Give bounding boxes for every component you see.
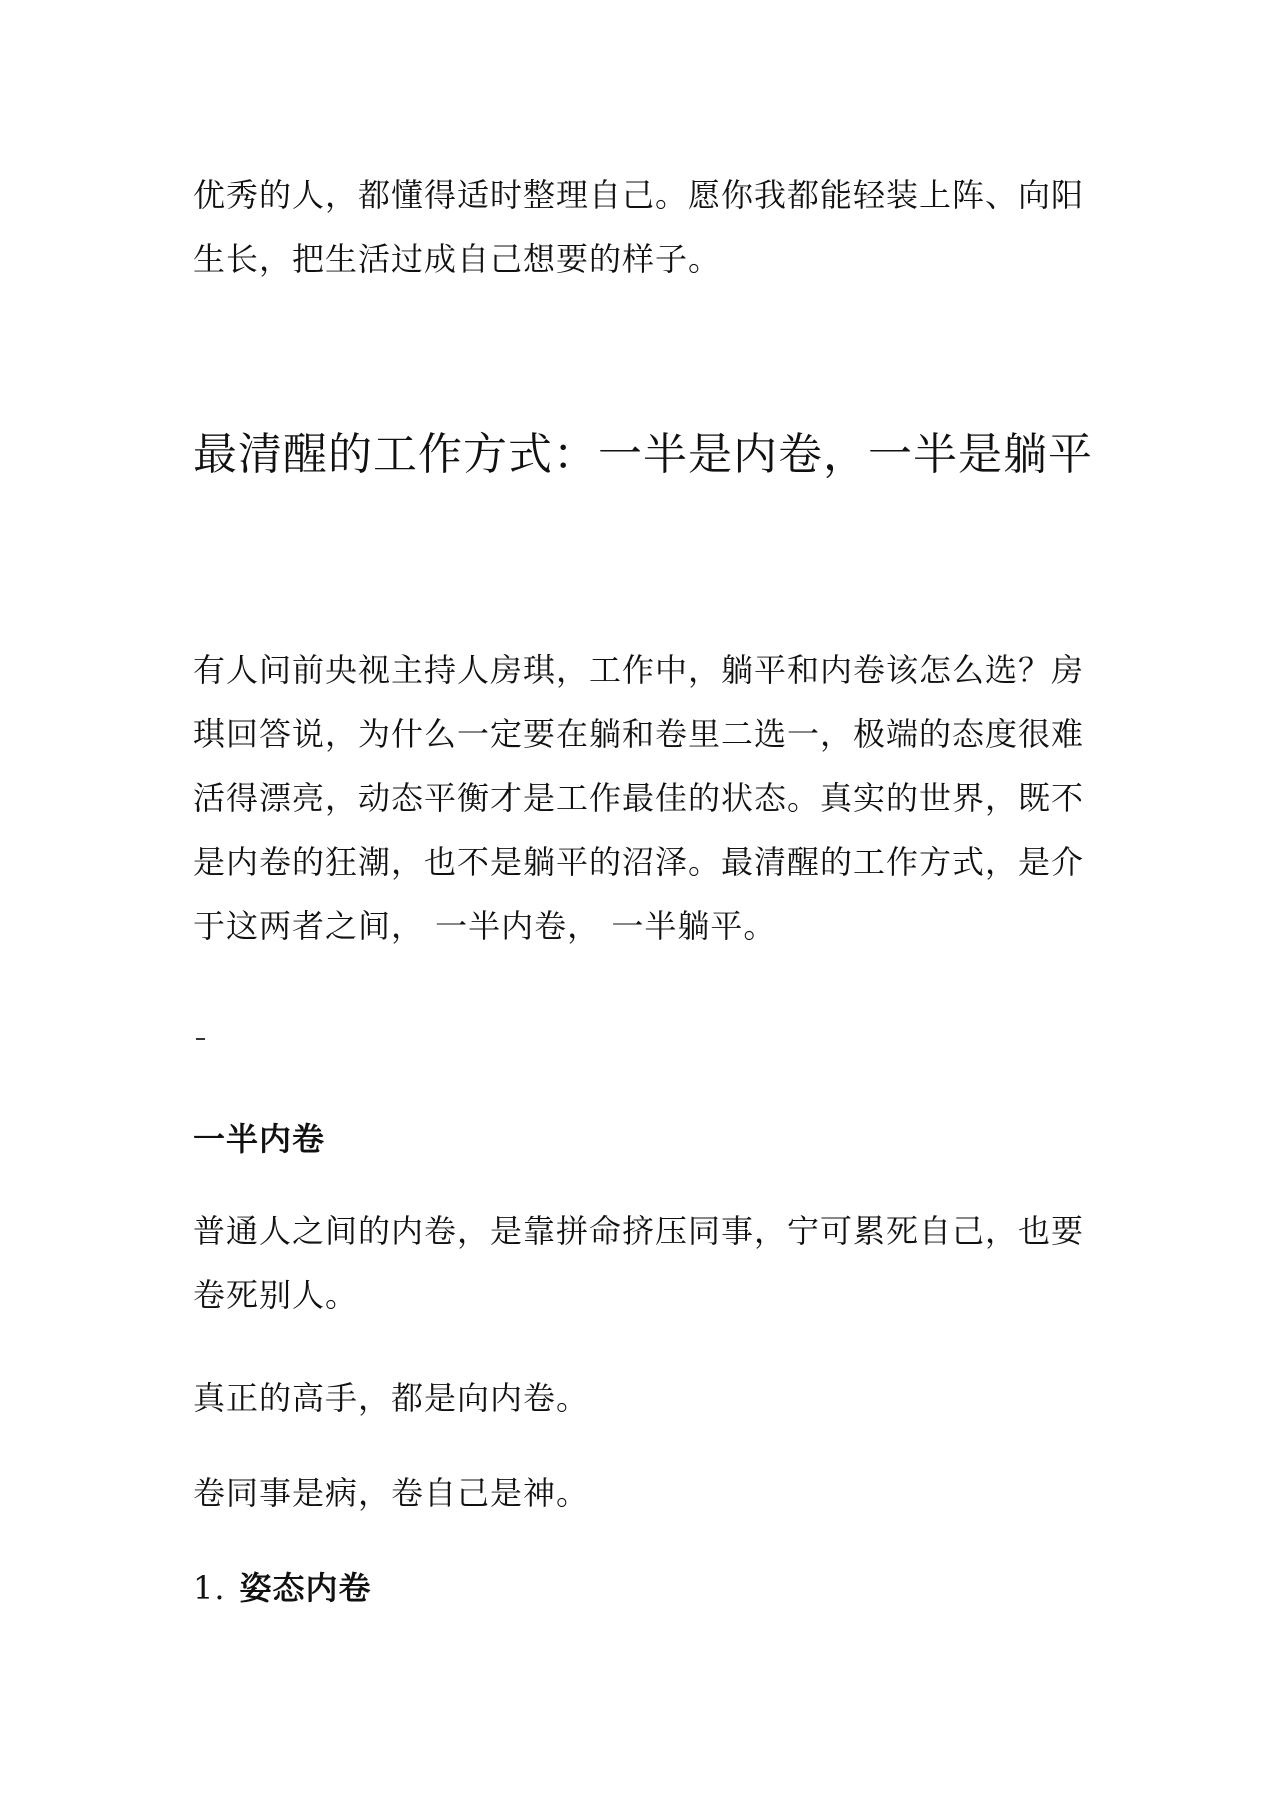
numbered-heading [193,1556,1093,1620]
subsection-paragraph-1: 普通人之间的内卷，是靠拼命挤压同事，宁可累死自己，也要卷死别人。 [193,1212,1085,1314]
numbered-heading-label: 姿态内卷 [239,1569,372,1607]
section-title: 最清醒的工作方式：一半是内卷，一半是躺平 [193,429,1093,480]
subsection-heading: 一半内卷 [193,1120,326,1158]
intro-paragraph: 优秀的人，都懂得适时整理自己。愿你我都能轻装上阵、向阳生长，把生活过成自己想要的样子。 [193,176,1085,278]
divider-mark [196,1038,205,1040]
numbered-heading-number: 1. [193,1569,226,1607]
section-intro-paragraph: 有人问前央视主持人房琪，工作中，躺平和内卷该怎么选？房琪回答说，为什么一定要在躺和卷里二选一，极端的态度很难活得漂亮，动态平衡才是工作最佳的状态。真实的世界，既不是内卷的狂潮，也不是躺平的沼泽。最清醒的工作方式，是介于这两者之间， 一半内卷， 一半躺平。 [193,651,1085,945]
subsection-paragraph-3: 卷同事是病，卷自己是神。 [193,1474,590,1512]
subsection-paragraph-2: 真正的高手，都是向内卷。 [193,1379,590,1417]
